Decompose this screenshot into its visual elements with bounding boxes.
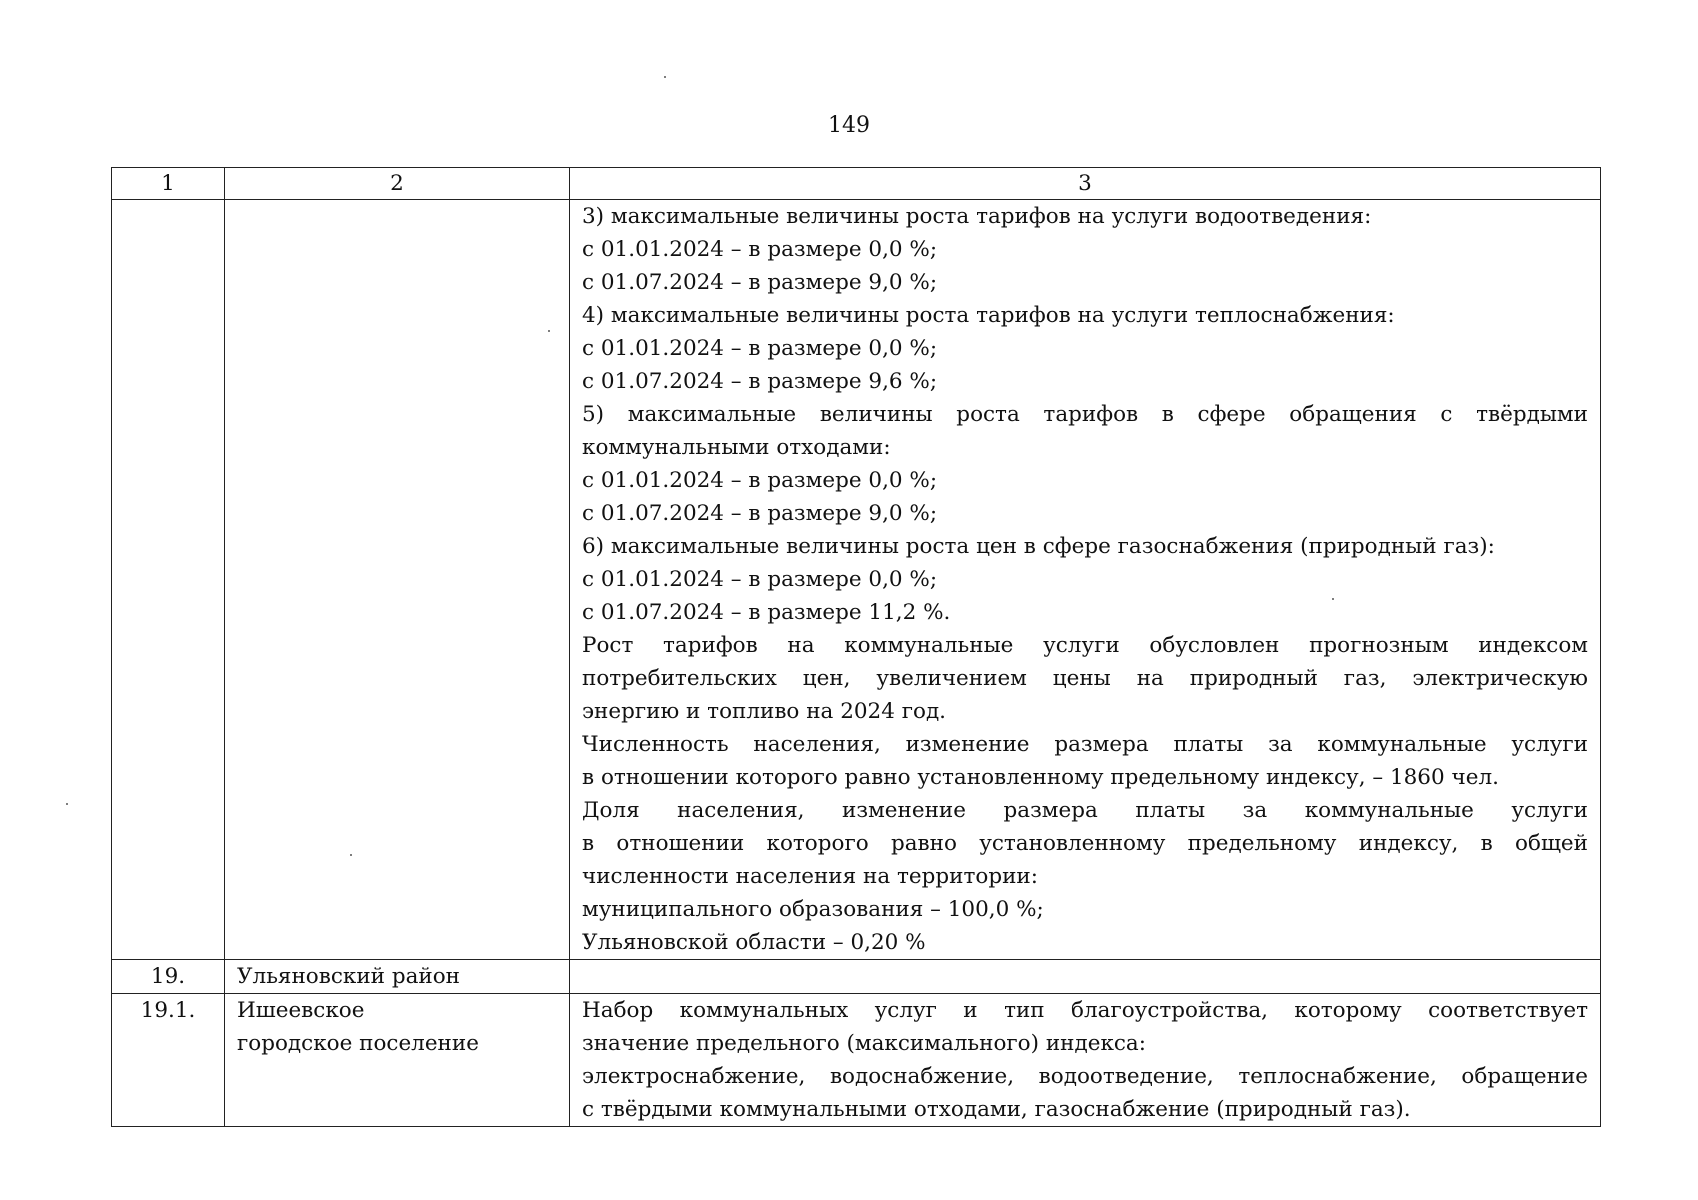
scan-speck: [66, 803, 68, 805]
scan-speck: [350, 854, 352, 856]
text-line: Доля населения, изменение размера платы за коммунальные услуги: [582, 798, 1588, 823]
settlement-text-block: [582, 994, 1588, 1126]
row-number: 19.1.: [112, 994, 225, 1127]
text-line: Рост тарифов на коммунальные услуги обусловлен прогнозным индексом: [582, 633, 1588, 658]
text-line: коммунальными отходами:: [582, 435, 891, 460]
text-line: с 01.07.2024 – в размере 9,0 %;: [582, 501, 938, 526]
scan-speck: [664, 76, 666, 78]
text-line: Набор коммунальных услуг и тип благоустройства, которому соответствует: [582, 998, 1588, 1023]
table-row-district: [112, 960, 1601, 994]
text-line: с твёрдыми коммунальными отходами, газоснабжение (природный газ).: [582, 1097, 1411, 1122]
continuation-text-block: [582, 200, 1588, 959]
text-line: с 01.07.2024 – в размере 9,0 %;: [582, 270, 938, 295]
table-header-row: [112, 168, 1601, 200]
text-line: с 01.01.2024 – в размере 0,0 %;: [582, 336, 938, 361]
settlement-text-cell: [570, 994, 1601, 1127]
text-line: с 01.01.2024 – в размере 0,0 %;: [582, 567, 938, 592]
district-name: Ульяновский район: [225, 960, 570, 994]
text-line: потребительских цен, увеличением цены на природный газ, электрическую: [582, 666, 1588, 691]
text-line: с 01.01.2024 – в размере 0,0 %;: [582, 468, 938, 493]
table-row-settlement: [112, 994, 1601, 1127]
header-col-1: 1: [112, 168, 225, 200]
scan-speck: [548, 330, 550, 332]
text-line: с 01.07.2024 – в размере 9,6 %;: [582, 369, 938, 394]
continuation-text-cell: [570, 200, 1601, 960]
settlement-name-line: городское поселение: [237, 1031, 479, 1056]
row-number: 19.: [112, 960, 225, 994]
text-line: Ульяновской области – 0,20 %: [582, 930, 926, 955]
text-line: с 01.01.2024 – в размере 0,0 %;: [582, 237, 938, 262]
text-line: 3) максимальные величины роста тарифов на услуги водоотведения:: [582, 204, 1372, 229]
text-line: в отношении которого равно установленному предельному индексу, в общей: [582, 831, 1588, 856]
text-line: 4) максимальные величины роста тарифов на услуги теплоснабжения:: [582, 303, 1395, 328]
text-line: 5) максимальные величины роста тарифов в сфере обращения с твёрдыми: [582, 402, 1588, 427]
settlement-name-cell: [225, 994, 570, 1127]
tariff-table: [111, 167, 1601, 1127]
continuation-num-cell: [112, 200, 225, 960]
text-line: Численность населения, изменение размера платы за коммунальные услуги: [582, 732, 1588, 757]
text-line: с 01.07.2024 – в размере 11,2 %.: [582, 600, 951, 625]
page-number: 149: [828, 113, 870, 138]
text-line: значение предельного (максимального) индекса:: [582, 1031, 1146, 1056]
district-text-cell: [570, 960, 1601, 994]
header-col-3: 3: [570, 168, 1601, 200]
text-line: численности населения на территории:: [582, 864, 1038, 889]
header-col-2: 2: [225, 168, 570, 200]
continuation-name-cell: [225, 200, 570, 960]
table-row-continuation: [112, 200, 1601, 960]
text-line: муниципального образования – 100,0 %;: [582, 897, 1044, 922]
scan-speck: [1332, 598, 1334, 600]
text-line: энергию и топливо на 2024 год.: [582, 699, 947, 724]
text-line: 6) максимальные величины роста цен в сфере газоснабжения (природный газ):: [582, 534, 1495, 559]
settlement-name-line: Ишеевское: [237, 998, 365, 1023]
text-line: в отношении которого равно установленному предельному индексу, – 1860 чел.: [582, 765, 1499, 790]
text-line: электроснабжение, водоснабжение, водоотведение, теплоснабжение, обращение: [582, 1064, 1588, 1089]
